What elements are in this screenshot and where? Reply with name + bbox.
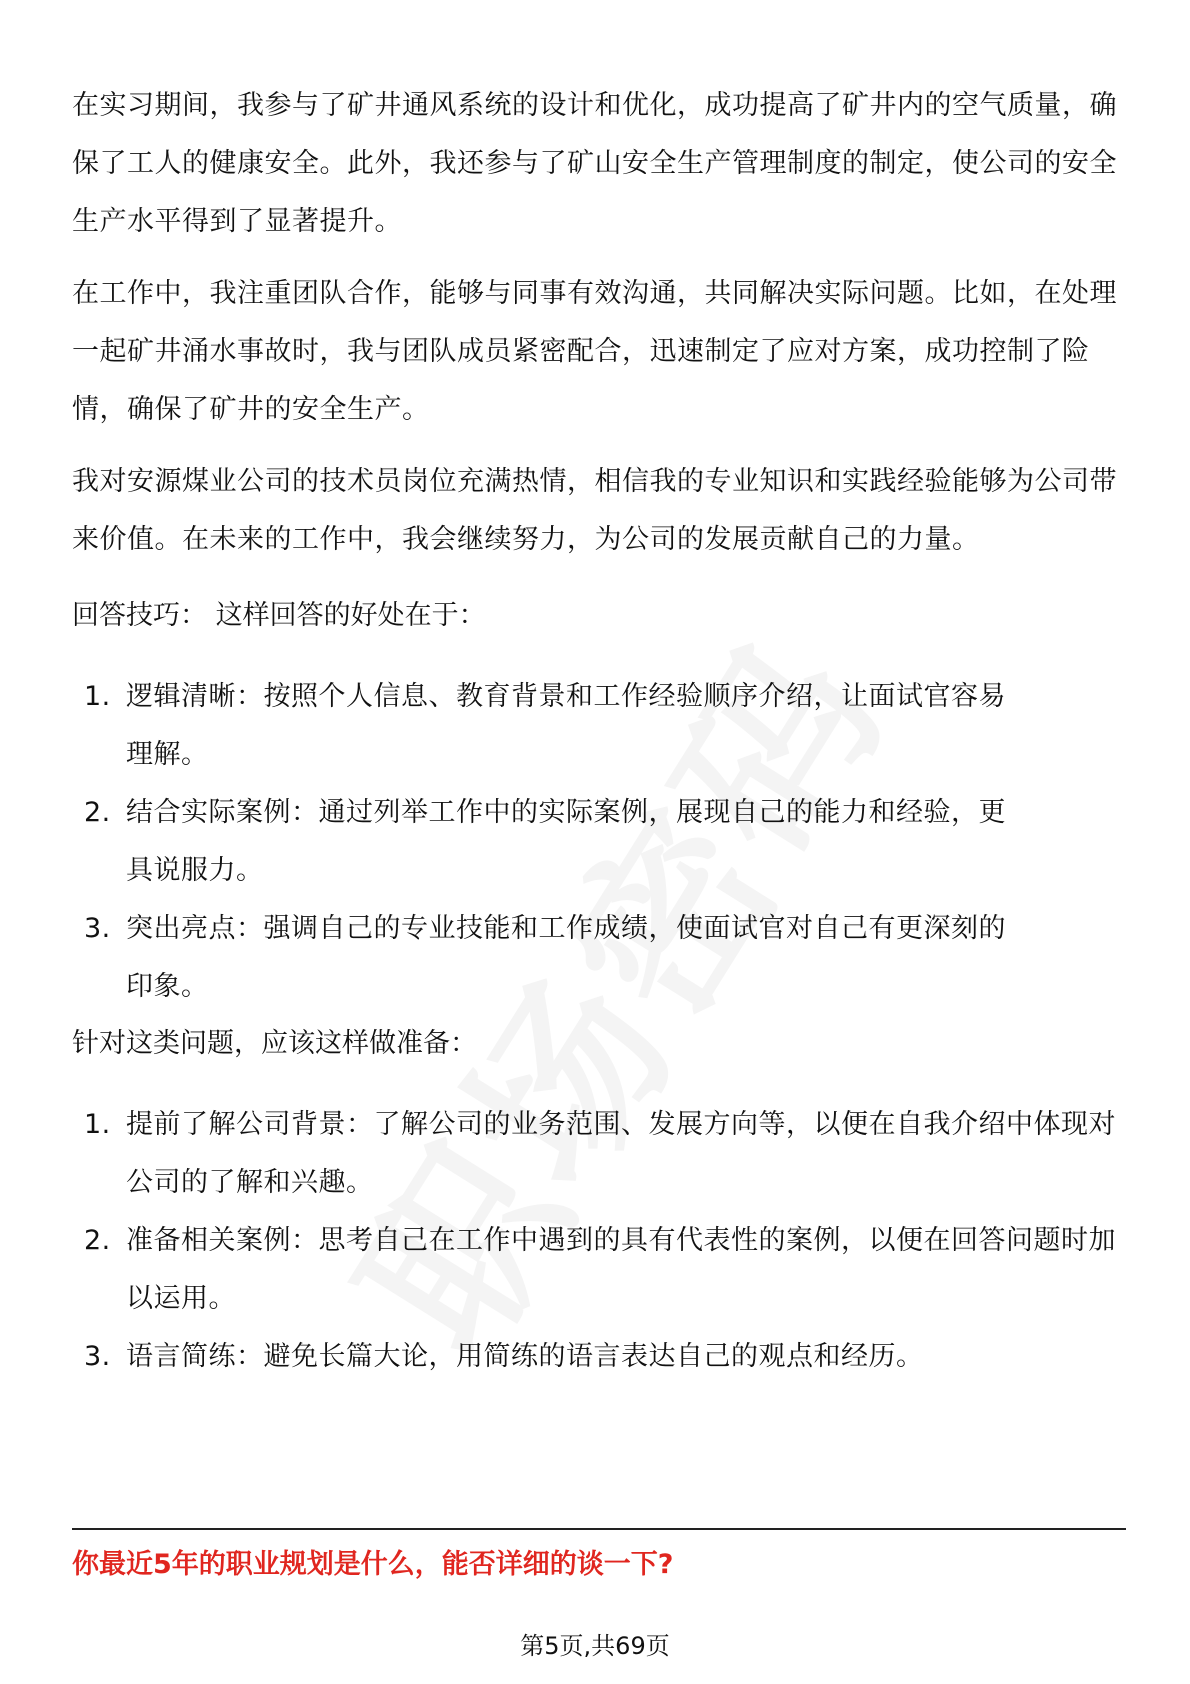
- list-number: 3.: [84, 1341, 111, 1372]
- list-item: [72, 1096, 1122, 1212]
- page-footer: 第5页,共69页: [520, 1632, 670, 1660]
- paragraph-internship: 在实习期间，我参与了矿井通风系统的设计和优化，成功提高了矿井内的空气质量，确保了工人的健康安全。此外，我还参与了矿山安全生产管理制度的制定，使公司的安全生产水平得到了显著提升。: [72, 90, 1117, 237]
- prep-heading: 针对这类问题，应该这样做准备：: [72, 1028, 477, 1059]
- list-item: [72, 784, 1032, 900]
- paragraph-teamwork: 在工作中，我注重团队合作，能够与同事有效沟通，共同解决实际问题。比如，在处理一起矿井涌水事故时，我与团队成员紧密配合，迅速制定了应对方案，成功控制了险情，确保了矿井的安全生产。: [72, 278, 1117, 425]
- list-item: [72, 900, 1032, 1016]
- prep-list: [72, 1096, 1122, 1386]
- list-item-text: 语言简练：避免长篇大论，用简练的语言表达自己的观点和经历。: [126, 1341, 924, 1372]
- tips-heading: 回答技巧： 这样回答的好处在于：: [72, 600, 486, 631]
- list-number: 1.: [84, 1109, 111, 1140]
- list-number: 3.: [84, 913, 111, 944]
- list-number: 2.: [84, 1225, 111, 1256]
- list-item: [72, 1328, 1122, 1386]
- list-item-text: 准备相关案例：思考自己在工作中遇到的具有代表性的案例，以便在回答问题时加以运用。: [126, 1225, 1116, 1314]
- list-item-text: 结合实际案例：通过列举工作中的实际案例，展现自己的能力和经验，更具说服力。: [126, 797, 1006, 886]
- section-divider: [72, 1528, 1126, 1530]
- next-question-heading: 你最近5年的职业规划是什么，能否详细的谈一下?: [72, 1549, 674, 1580]
- list-item-text: 逻辑清晰：按照个人信息、教育背景和工作经验顺序介绍，让面试官容易理解。: [126, 681, 1006, 770]
- list-item-text: 提前了解公司背景：了解公司的业务范围、发展方向等，以便在自我介绍中体现对公司的了解和兴趣。: [126, 1109, 1116, 1198]
- list-number: 1.: [84, 681, 111, 712]
- tips-list: [72, 668, 1032, 1016]
- list-item-text: 突出亮点：强调自己的专业技能和工作成绩，使面试官对自己有更深刻的印象。: [126, 913, 1006, 1002]
- list-item: [72, 1212, 1122, 1328]
- paragraph-motivation: 我对安源煤业公司的技术员岗位充满热情，相信我的专业知识和实践经验能够为公司带来价值。在未来的工作中，我会继续努力，为公司的发展贡献自己的力量。: [72, 466, 1117, 555]
- list-item: [72, 668, 1032, 784]
- list-number: 2.: [84, 797, 111, 828]
